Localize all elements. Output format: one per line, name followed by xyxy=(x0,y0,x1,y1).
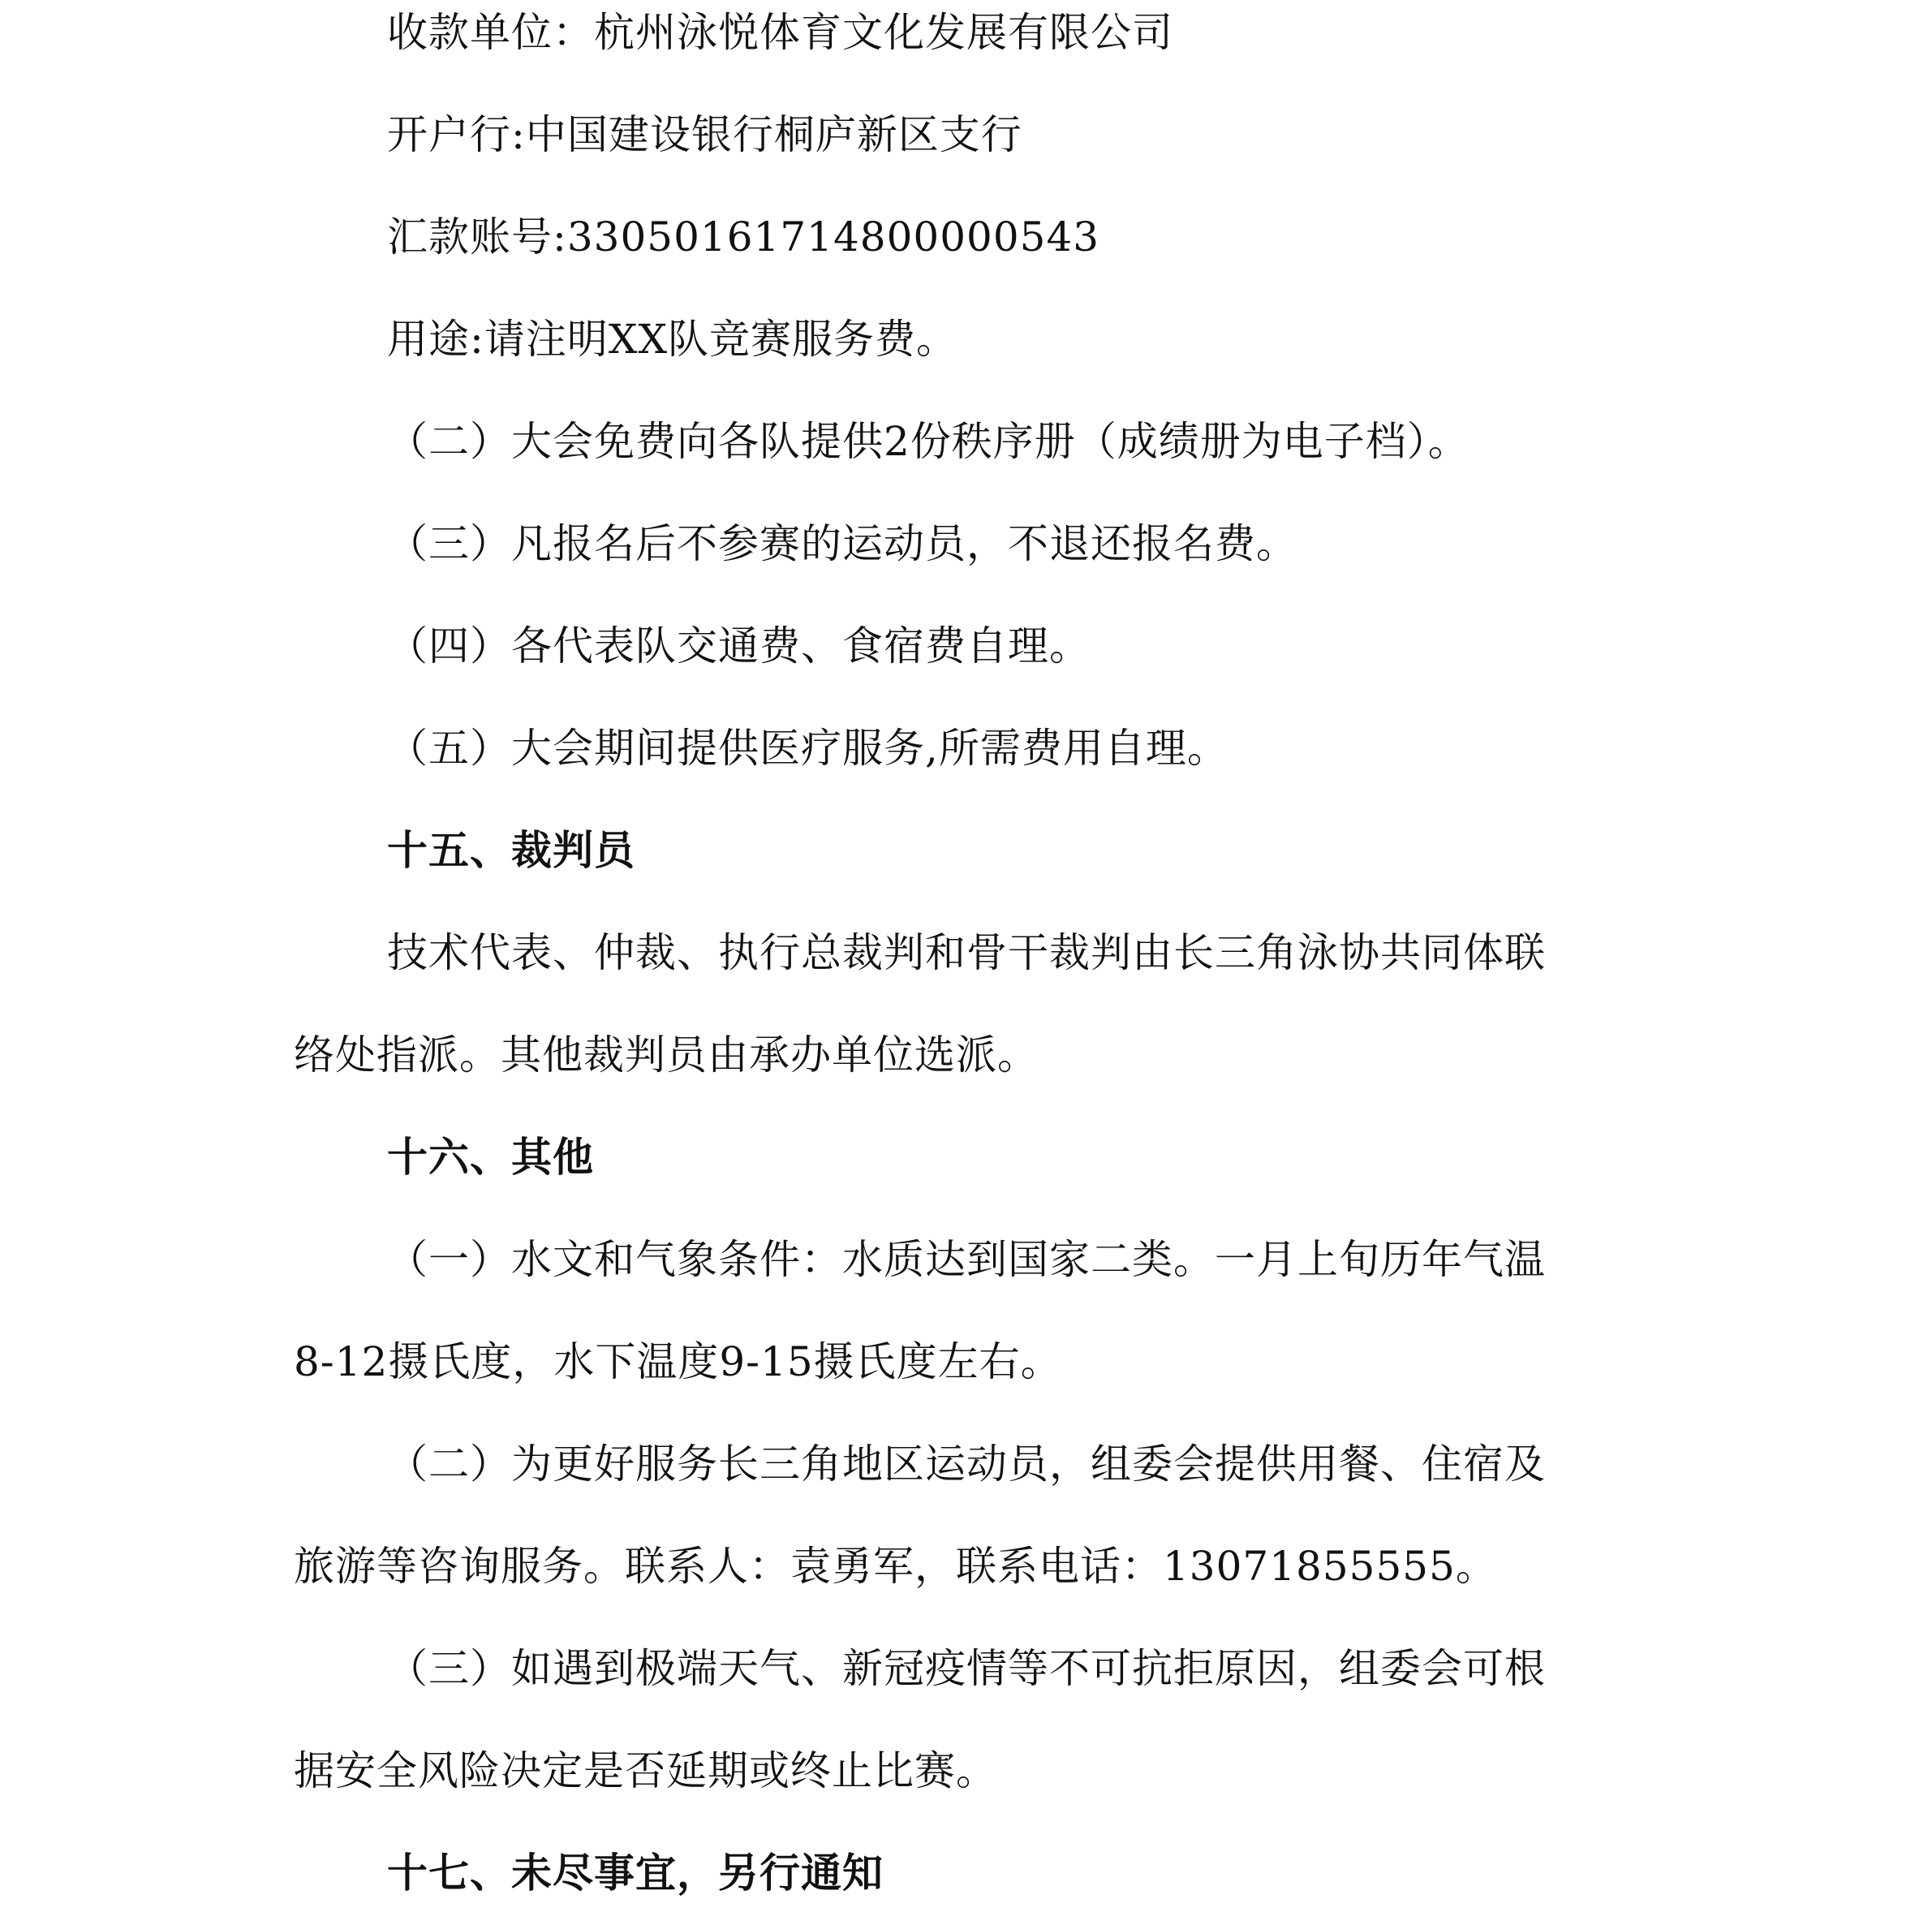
item-4-line: （四）各代表队交通费、食宿费自理。 xyxy=(387,622,1091,670)
other-2-line-1: （二）为更好服务长三角地区运动员，组委会提供用餐、住宿及 xyxy=(387,1441,1546,1488)
other-2-line-2: 旅游等咨询服务。联系人：袁勇军，联系电话：13071855555。 xyxy=(294,1543,1497,1590)
purpose-line: 用途:请注明XX队竞赛服务费。 xyxy=(387,316,958,363)
account-line: 汇款账号:33050161714800000543 xyxy=(387,213,1100,261)
payee-line: 收款单位：杭州泳悦体育文化发展有限公司 xyxy=(387,9,1173,56)
item-2-line: （二）大会免费向各队提供2份秩序册（成绩册为电子档）。 xyxy=(387,418,1469,465)
other-3-line-1: （三）如遇到极端天气、新冠疫情等不可抗拒原因，组委会可根 xyxy=(387,1645,1546,1692)
referee-paragraph-line-2: 络处指派。其他裁判员由承办单位选派。 xyxy=(294,1031,1039,1079)
referee-paragraph-line-1: 技术代表、仲裁、执行总裁判和骨干裁判由长三角泳协共同体联 xyxy=(387,929,1546,976)
other-3-line-2: 据安全风险决定是否延期或终止比赛。 xyxy=(294,1747,997,1794)
section-15-heading: 十五、裁判员 xyxy=(387,826,635,874)
bank-line: 开户行:中国建设银行桐庐新区支行 xyxy=(387,111,1022,158)
item-3-line: （三）凡报名后不参赛的运动员，不退还报名费。 xyxy=(387,520,1297,567)
section-16-heading: 十六、其他 xyxy=(387,1133,594,1181)
section-17-heading: 十七、未尽事宜，另行通知 xyxy=(387,1849,884,1897)
item-5-line: （五）大会期间提供医疗服务,所需费用自理。 xyxy=(387,725,1228,772)
other-1-line-1: （一）水文和气象条件：水质达到国家二类。一月上旬历年气温 xyxy=(387,1236,1546,1283)
other-1-line-2: 8-12摄氏度，水下温度9-15摄氏度左右。 xyxy=(294,1338,1062,1385)
